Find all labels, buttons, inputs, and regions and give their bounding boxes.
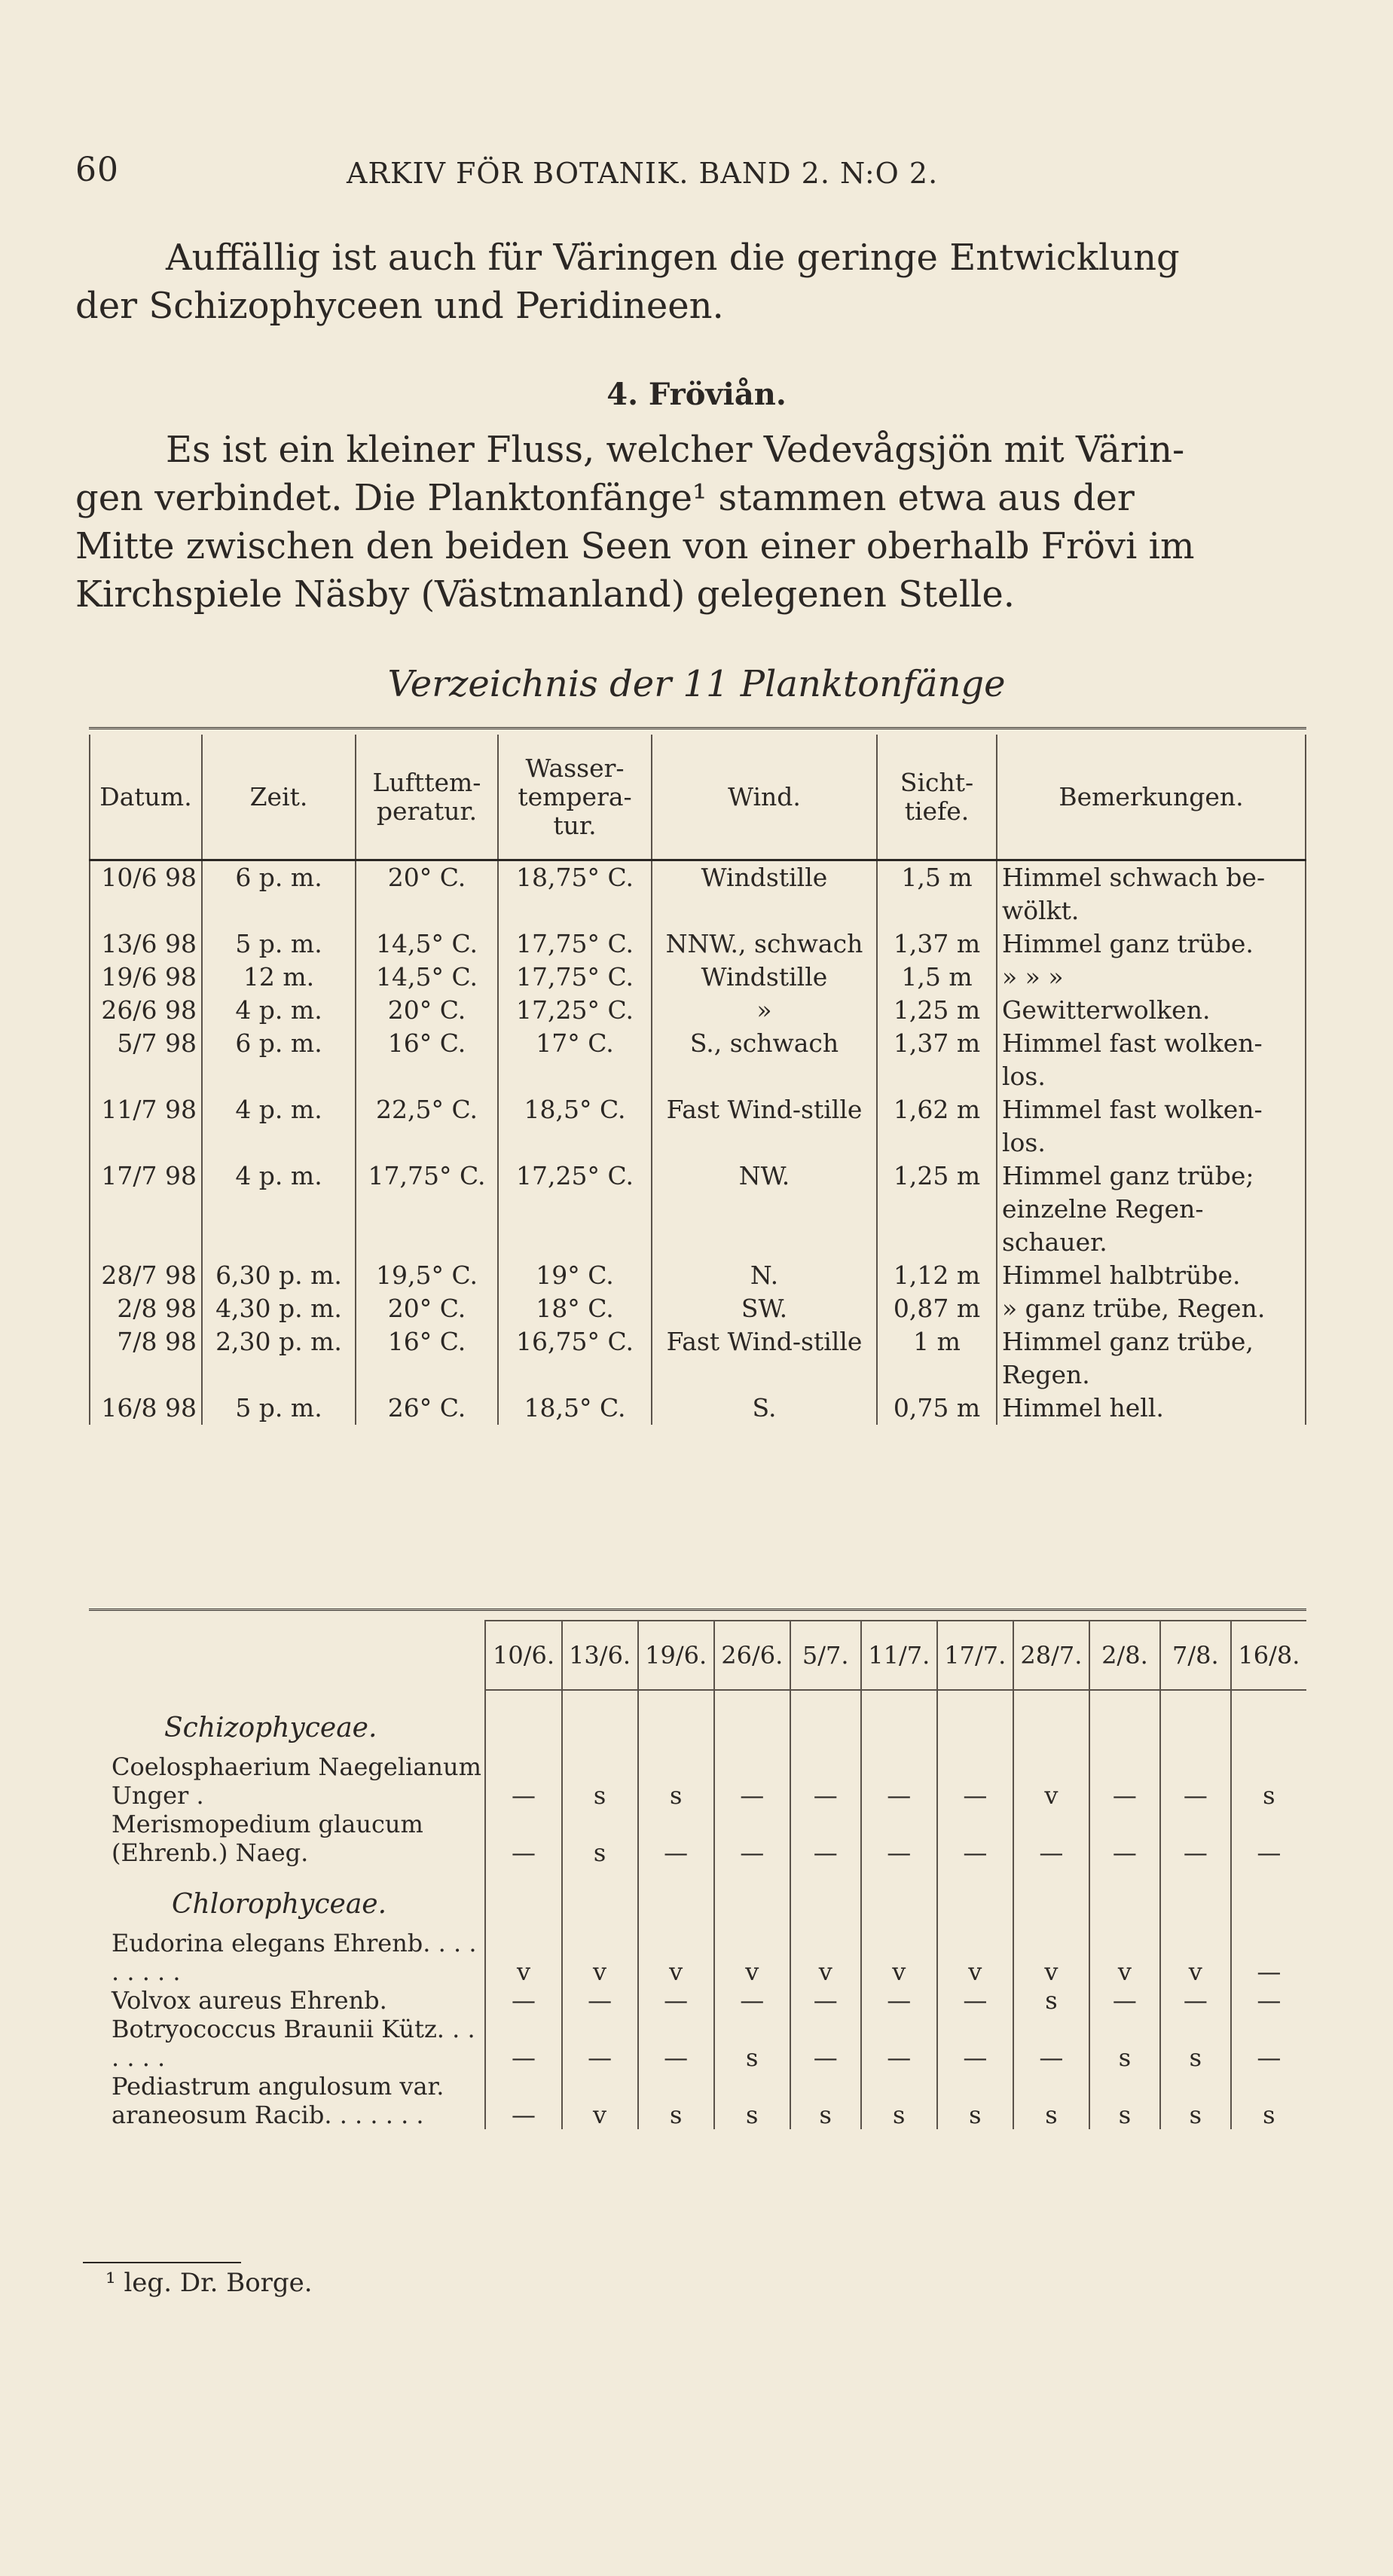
- empty-cell: [790, 1867, 861, 1929]
- datum-cell: 26/6 98: [90, 994, 202, 1027]
- paragraph-line: Es ist ein kleiner Fluss, welcher Vedevågsjön mit Värin-: [166, 429, 1185, 471]
- table-header-row: [90, 735, 1306, 860]
- table-row: [90, 961, 1306, 994]
- table-row: [90, 1325, 1306, 1392]
- datum-cell: 10/6 98: [90, 860, 202, 928]
- table-row: [90, 994, 1306, 1027]
- luft-cell: 14,5° C.: [356, 927, 498, 961]
- group-name: Chlorophyceae.: [172, 1889, 387, 1920]
- empty-cell: [638, 1867, 714, 1929]
- empty-cell: [714, 1690, 790, 1752]
- abundance-cell: —: [714, 1810, 790, 1867]
- col-header-bemerkungen: Bemerkungen.: [997, 735, 1306, 860]
- zeit-cell: 4,30 p. m.: [202, 1292, 356, 1325]
- abundance-cell: —: [790, 1752, 861, 1810]
- date-col-header: 19/6.: [638, 1621, 714, 1690]
- empty-cell: [1231, 1690, 1306, 1752]
- zeit-cell: 5 p. m.: [202, 927, 356, 961]
- abundance-cell: v: [562, 1929, 638, 1986]
- empty-cell: [1089, 1867, 1160, 1929]
- luft-cell: 26° C.: [356, 1392, 498, 1425]
- abundance-cell: —: [1089, 1810, 1160, 1867]
- empty-cell: [937, 1690, 1013, 1752]
- date-col-header: 10/6.: [485, 1621, 561, 1690]
- abundance-cell: —: [937, 2015, 1013, 2072]
- abundance-cell: —: [1089, 1986, 1160, 2015]
- sicht-cell: 1,5 m: [877, 860, 997, 928]
- table-row: [90, 927, 1306, 961]
- luft-cell: 20° C.: [356, 860, 498, 928]
- table-row: [90, 1292, 1306, 1325]
- abundance-cell: s: [1089, 2072, 1160, 2129]
- zeit-cell: 4 p. m.: [202, 994, 356, 1027]
- abundance-cell: s: [562, 1752, 638, 1810]
- col-header-sichttiefe: Sicht-tiefe.: [877, 735, 997, 860]
- sicht-cell: 1,62 m: [877, 1093, 997, 1160]
- abundance-cell: s: [861, 2072, 937, 2129]
- abundance-cell: —: [1013, 1810, 1089, 1867]
- abundance-cell: —: [937, 1986, 1013, 2015]
- abundance-cell: v: [1013, 1752, 1089, 1810]
- bemerkung-cell: Himmel ganz trübe, Regen.: [997, 1325, 1306, 1392]
- running-title: ARKIV FÖR BOTANIK. BAND 2. N:O 2.: [347, 157, 939, 190]
- intro-line-2: der Schizophyceen und Peridineen.: [75, 285, 724, 327]
- zeit-cell: 4 p. m.: [202, 1093, 356, 1160]
- empty-cell: [1089, 1690, 1160, 1752]
- col-header-datum: Datum.: [90, 735, 202, 860]
- empty-cell: [1013, 1690, 1089, 1752]
- abundance-cell: —: [485, 2072, 561, 2129]
- wasser-cell: 18,75° C.: [498, 860, 652, 928]
- empty-cell: [1160, 1867, 1231, 1929]
- species-name: Volvox aureus Ehrenb.: [112, 1986, 387, 2015]
- group-row: [89, 1690, 1306, 1752]
- date-col-header: 28/7.: [1013, 1621, 1089, 1690]
- bemerkung-cell: Gewitterwolken.: [997, 994, 1306, 1027]
- abundance-cell: s: [1231, 2072, 1306, 2129]
- empty-cell: [861, 1690, 937, 1752]
- page-number: 60: [75, 151, 119, 189]
- table-row: [90, 1027, 1306, 1093]
- abundance-cell: s: [1231, 1752, 1306, 1810]
- table-row: [90, 1160, 1306, 1259]
- abundance-cell: —: [1231, 1986, 1306, 2015]
- wasser-cell: 17,25° C.: [498, 994, 652, 1027]
- empty-cell: [485, 1867, 561, 1929]
- species-name: Coelosphaerium Naegelianum Unger .: [112, 1752, 481, 1810]
- abundance-cell: v: [1013, 1929, 1089, 1986]
- table-top-rule: [89, 727, 1306, 732]
- empty-cell: [1013, 1867, 1089, 1929]
- abundance-cell: v: [937, 1929, 1013, 1986]
- abundance-cell: —: [790, 2015, 861, 2072]
- empty-cell: [562, 1690, 638, 1752]
- intro-paragraph: [75, 234, 1311, 330]
- luft-cell: 14,5° C.: [356, 961, 498, 994]
- abundance-cell: s: [790, 2072, 861, 2129]
- date-col-header: 11/7.: [861, 1621, 937, 1690]
- wind-cell: SW.: [652, 1292, 877, 1325]
- date-header-row: [89, 1621, 1306, 1690]
- abundance-cell: v: [714, 1929, 790, 1986]
- bemerkung-cell: Himmel ganz trübe.: [997, 927, 1306, 961]
- plankton-catch-table: [89, 735, 1306, 1425]
- table-row: [90, 860, 1306, 928]
- abundance-cell: —: [1013, 2015, 1089, 2072]
- species-name: Botryococcus Braunii Kütz. . . . . . .: [112, 2015, 475, 2072]
- col-header-wind: Wind.: [652, 735, 877, 860]
- section-paragraph: [75, 426, 1311, 619]
- species-occurrence-table: [89, 1620, 1306, 2129]
- abundance-cell: —: [790, 1986, 861, 2015]
- zeit-cell: 4 p. m.: [202, 1160, 356, 1259]
- date-col-header: 2/8.: [1089, 1621, 1160, 1690]
- bemerkung-cell: Himmel fast wolken-los.: [997, 1093, 1306, 1160]
- date-col-header: 5/7.: [790, 1621, 861, 1690]
- empty-cell: [937, 1867, 1013, 1929]
- bemerkung-cell: Himmel halbtrübe.: [997, 1259, 1306, 1292]
- abundance-cell: —: [485, 2015, 561, 2072]
- datum-cell: 16/8 98: [90, 1392, 202, 1425]
- bemerkung-cell: Himmel hell.: [997, 1392, 1306, 1425]
- abundance-cell: —: [638, 1810, 714, 1867]
- abundance-cell: v: [1160, 1929, 1231, 1986]
- species-row: [89, 2072, 1306, 2129]
- table-row: [90, 1392, 1306, 1425]
- abundance-cell: —: [861, 1810, 937, 1867]
- abundance-cell: v: [485, 1929, 561, 1986]
- sicht-cell: 1,37 m: [877, 927, 997, 961]
- empty-cell: [485, 1690, 561, 1752]
- abundance-cell: v: [562, 2072, 638, 2129]
- abundance-cell: —: [562, 1986, 638, 2015]
- bemerkung-cell: Himmel schwach be-wölkt.: [997, 860, 1306, 928]
- sicht-cell: 0,75 m: [877, 1392, 997, 1425]
- abundance-cell: s: [714, 2015, 790, 2072]
- col-header-wassertemperatur: Wasser-tempera-tur.: [498, 735, 652, 860]
- wind-cell: Fast Wind-stille: [652, 1093, 877, 1160]
- abundance-cell: s: [1160, 2015, 1231, 2072]
- abundance-cell: —: [937, 1752, 1013, 1810]
- species-row: [89, 1929, 1306, 1986]
- abundance-cell: —: [485, 1986, 561, 2015]
- abundance-cell: s: [638, 2072, 714, 2129]
- abundance-cell: —: [937, 1810, 1013, 1867]
- zeit-cell: 6 p. m.: [202, 860, 356, 928]
- wind-cell: Fast Wind-stille: [652, 1325, 877, 1392]
- abundance-cell: s: [1013, 2072, 1089, 2129]
- datum-cell: 17/7 98: [90, 1160, 202, 1259]
- abundance-cell: —: [714, 1986, 790, 2015]
- sicht-cell: 1,5 m: [877, 961, 997, 994]
- abundance-cell: —: [861, 2015, 937, 2072]
- species-row: [89, 1752, 1306, 1810]
- abundance-cell: —: [714, 1752, 790, 1810]
- group-name: Schizophyceae.: [164, 1712, 377, 1743]
- datum-cell: 13/6 98: [90, 927, 202, 961]
- wasser-cell: 17° C.: [498, 1027, 652, 1093]
- luft-cell: 20° C.: [356, 994, 498, 1027]
- abundance-cell: —: [638, 1986, 714, 2015]
- empty-cell: [1231, 1867, 1306, 1929]
- datum-cell: 28/7 98: [90, 1259, 202, 1292]
- wasser-cell: 18° C.: [498, 1292, 652, 1325]
- footnote: ¹ leg. Dr. Borge.: [105, 2268, 313, 2298]
- abundance-cell: s: [638, 1752, 714, 1810]
- datum-cell: 5/7 98: [90, 1027, 202, 1093]
- species-col-header: [89, 1621, 485, 1690]
- abundance-cell: —: [1089, 1752, 1160, 1810]
- abundance-cell: s: [1089, 2015, 1160, 2072]
- luft-cell: 16° C.: [356, 1027, 498, 1093]
- luft-cell: 22,5° C.: [356, 1093, 498, 1160]
- abundance-cell: v: [790, 1929, 861, 1986]
- paragraph-line: gen verbindet. Die Planktonfänge¹ stammen etwa aus der: [75, 477, 1135, 519]
- wind-cell: NNW., schwach: [652, 927, 877, 961]
- col-header-zeit: Zeit.: [202, 735, 356, 860]
- abundance-cell: —: [1231, 1929, 1306, 1986]
- table-caption: Verzeichnis der 11 Planktonfänge: [387, 663, 1006, 705]
- bemerkung-cell: Himmel ganz trübe; einzelne Regen-schauer.: [997, 1160, 1306, 1259]
- group-row: [89, 1867, 1306, 1929]
- abundance-cell: —: [1231, 1810, 1306, 1867]
- datum-cell: 19/6 98: [90, 961, 202, 994]
- datum-cell: 7/8 98: [90, 1325, 202, 1392]
- footnote-rule: [83, 2262, 241, 2263]
- abundance-cell: —: [861, 1986, 937, 2015]
- bemerkung-cell: » » »: [997, 961, 1306, 994]
- date-col-header: 26/6.: [714, 1621, 790, 1690]
- zeit-cell: 12 m.: [202, 961, 356, 994]
- abundance-cell: —: [1160, 1810, 1231, 1867]
- zeit-cell: 2,30 p. m.: [202, 1325, 356, 1392]
- abundance-cell: v: [1089, 1929, 1160, 1986]
- species-name: Eudorina elegans Ehrenb. . . . . . . . .: [112, 1929, 477, 1986]
- luft-cell: 20° C.: [356, 1292, 498, 1325]
- abundance-cell: s: [714, 2072, 790, 2129]
- datum-cell: 11/7 98: [90, 1093, 202, 1160]
- sicht-cell: 0,87 m: [877, 1292, 997, 1325]
- abundance-cell: s: [1160, 2072, 1231, 2129]
- wasser-cell: 19° C.: [498, 1259, 652, 1292]
- table-row: [90, 1259, 1306, 1292]
- abundance-cell: —: [861, 1752, 937, 1810]
- species-table-body: [89, 1690, 1306, 2129]
- table-row: [90, 1093, 1306, 1160]
- empty-cell: [714, 1867, 790, 1929]
- abundance-cell: —: [790, 1810, 861, 1867]
- bemerkung-cell: » ganz trübe, Regen.: [997, 1292, 1306, 1325]
- species-row: [89, 1986, 1306, 2015]
- wasser-cell: 18,5° C.: [498, 1093, 652, 1160]
- empty-cell: [790, 1690, 861, 1752]
- date-col-header: 7/8.: [1160, 1621, 1231, 1690]
- bemerkung-cell: Himmel fast wolken-los.: [997, 1027, 1306, 1093]
- species-row: [89, 2015, 1306, 2072]
- wind-cell: »: [652, 994, 877, 1027]
- empty-cell: [562, 1867, 638, 1929]
- species-name: Pediastrum angulosum var. araneosum Racib. . . . . . .: [112, 2072, 444, 2129]
- wasser-cell: 17,25° C.: [498, 1160, 652, 1259]
- abundance-cell: v: [638, 1929, 714, 1986]
- abundance-cell: —: [1231, 2015, 1306, 2072]
- wind-cell: S.: [652, 1392, 877, 1425]
- abundance-cell: —: [1160, 1986, 1231, 2015]
- species-name: Merismopedium glaucum (Ehrenb.) Naeg.: [112, 1810, 423, 1867]
- wind-cell: S., schwach: [652, 1027, 877, 1093]
- abundance-cell: s: [562, 1810, 638, 1867]
- luft-cell: 17,75° C.: [356, 1160, 498, 1259]
- empty-cell: [1160, 1690, 1231, 1752]
- abundance-cell: s: [937, 2072, 1013, 2129]
- col-header-lufttemperatur: Lufttem-peratur.: [356, 735, 498, 860]
- empty-cell: [638, 1690, 714, 1752]
- date-col-header: 13/6.: [562, 1621, 638, 1690]
- wind-cell: Windstille: [652, 860, 877, 928]
- abundance-cell: —: [485, 1752, 561, 1810]
- abundance-cell: —: [485, 1810, 561, 1867]
- abundance-cell: v: [861, 1929, 937, 1986]
- wasser-cell: 16,75° C.: [498, 1325, 652, 1392]
- empty-cell: [861, 1867, 937, 1929]
- sicht-cell: 1,12 m: [877, 1259, 997, 1292]
- luft-cell: 16° C.: [356, 1325, 498, 1392]
- abundance-cell: —: [562, 2015, 638, 2072]
- zeit-cell: 6 p. m.: [202, 1027, 356, 1093]
- wasser-cell: 18,5° C.: [498, 1392, 652, 1425]
- zeit-cell: 5 p. m.: [202, 1392, 356, 1425]
- intro-line-1: Auffällig ist auch für Väringen die geringe Entwicklung: [166, 237, 1180, 279]
- section-title: 4. Fröviån.: [606, 377, 787, 412]
- luft-cell: 19,5° C.: [356, 1259, 498, 1292]
- abundance-cell: —: [638, 2015, 714, 2072]
- abundance-cell: s: [1013, 1986, 1089, 2015]
- wind-cell: Windstille: [652, 961, 877, 994]
- abundance-cell: —: [1160, 1752, 1231, 1810]
- zeit-cell: 6,30 p. m.: [202, 1259, 356, 1292]
- table2-top-rule: [89, 1609, 1306, 1614]
- sicht-cell: 1,25 m: [877, 1160, 997, 1259]
- date-col-header: 16/8.: [1231, 1621, 1306, 1690]
- paragraph-line: Mitte zwischen den beiden Seen von einer oberhalb Frövi im: [75, 525, 1195, 567]
- wasser-cell: 17,75° C.: [498, 961, 652, 994]
- wasser-cell: 17,75° C.: [498, 927, 652, 961]
- sicht-cell: 1,37 m: [877, 1027, 997, 1093]
- species-row: [89, 1810, 1306, 1867]
- sicht-cell: 1 m: [877, 1325, 997, 1392]
- datum-cell: 2/8 98: [90, 1292, 202, 1325]
- wind-cell: NW.: [652, 1160, 877, 1259]
- paragraph-line: Kirchspiele Näsby (Västmanland) gelegenen Stelle.: [75, 573, 1016, 616]
- wind-cell: N.: [652, 1259, 877, 1292]
- table-body: [90, 860, 1306, 1426]
- sicht-cell: 1,25 m: [877, 994, 997, 1027]
- date-col-header: 17/7.: [937, 1621, 1013, 1690]
